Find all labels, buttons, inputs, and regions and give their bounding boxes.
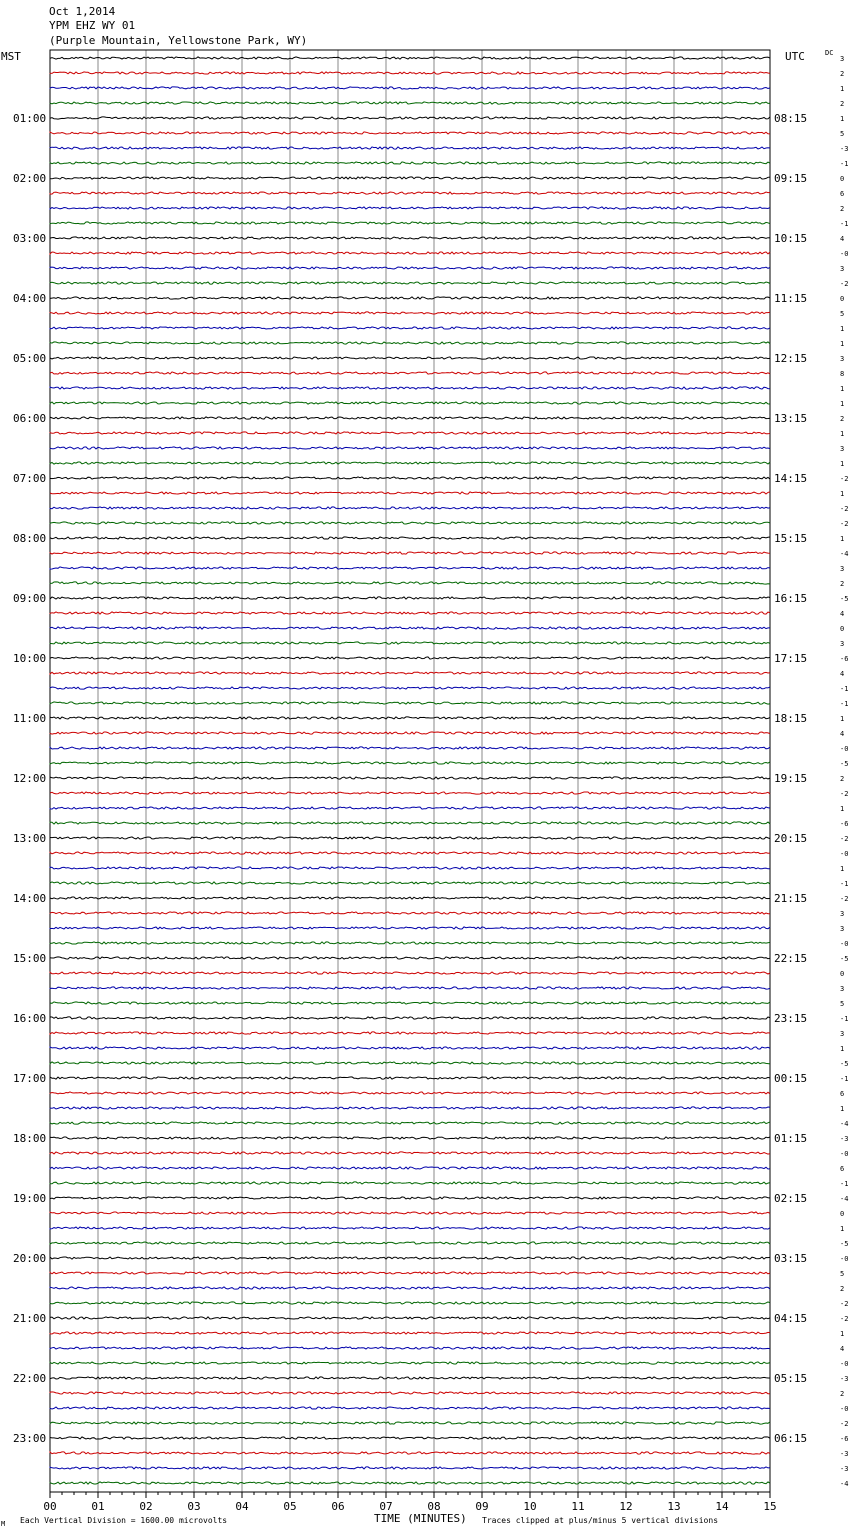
right-hour-label: 02:15 (774, 1192, 808, 1205)
seismic-trace (50, 192, 770, 194)
right-hour-label: 01:15 (774, 1132, 808, 1145)
seismic-trace (50, 627, 770, 629)
dc-offset-label: -3 (840, 1465, 849, 1473)
dc-offset-label: 4 (840, 730, 845, 738)
x-tick-label: 08 (427, 1500, 441, 1513)
dc-offset-label: 4 (840, 1345, 845, 1353)
dc-offset-label: -4 (840, 1195, 849, 1203)
dc-offset-label: 2 (840, 415, 845, 423)
dc-offset-label: 1 (840, 385, 845, 393)
left-hour-label: 16:00 (13, 1012, 47, 1025)
dc-offset-label: 5 (840, 1270, 845, 1278)
right-hour-label: 08:15 (774, 112, 808, 125)
dc-offset-label: 3 (840, 445, 845, 453)
seismic-trace (50, 837, 770, 839)
seismic-trace (50, 132, 770, 134)
seismic-trace (50, 942, 770, 944)
dc-offset-label: -0 (840, 850, 849, 858)
dc-offset-label: 1 (840, 460, 845, 468)
dc-offset-label: 5 (840, 1000, 845, 1008)
left-hour-label: 20:00 (13, 1252, 47, 1265)
right-hour-label: 20:15 (774, 832, 808, 845)
left-hour-label: 19:00 (13, 1192, 47, 1205)
right-hour-label: 13:15 (774, 412, 808, 425)
seismic-trace (50, 57, 770, 59)
x-tick-label: 14 (715, 1500, 729, 1513)
dc-offset-label: 3 (840, 355, 845, 363)
seismic-trace (50, 357, 770, 359)
right-hour-label: 05:15 (774, 1372, 808, 1385)
left-hour-label: 02:00 (13, 172, 47, 185)
seismic-trace (50, 1182, 770, 1184)
seismic-trace (50, 282, 770, 284)
dc-offset-label: -0 (840, 745, 849, 753)
right-hour-label: 15:15 (774, 532, 808, 545)
seismic-trace (50, 702, 770, 704)
seismic-trace (50, 552, 770, 554)
left-hour-label: 23:00 (13, 1432, 47, 1445)
seismic-trace (50, 972, 770, 974)
plot-frame (50, 50, 770, 1492)
seismic-trace (50, 642, 770, 644)
seismic-trace (50, 522, 770, 524)
left-hour-label: 07:00 (13, 472, 47, 485)
dc-offset-label: -2 (840, 475, 849, 483)
seismic-trace (50, 342, 770, 344)
seismic-trace (50, 1032, 770, 1034)
seismic-trace (50, 717, 770, 719)
seismic-trace (50, 1452, 770, 1454)
dc-offset-label: 6 (840, 1165, 845, 1173)
seismic-trace (50, 1077, 770, 1079)
dc-offset-label: -2 (840, 280, 849, 288)
seismic-trace (50, 222, 770, 224)
seismic-trace (50, 162, 770, 164)
left-hour-label: 14:00 (13, 892, 47, 905)
seismic-trace (50, 312, 770, 314)
dc-offset-label: 1 (840, 325, 845, 333)
dc-offset-label: 4 (840, 670, 845, 678)
dc-offset-label: -2 (840, 1300, 849, 1308)
dc-offset-label: 1 (840, 865, 845, 873)
dc-offset-label: 2 (840, 205, 845, 213)
x-tick-label: 02 (139, 1500, 153, 1513)
seismic-trace (50, 1377, 770, 1379)
seismic-trace (50, 912, 770, 914)
right-hour-label: 14:15 (774, 472, 808, 485)
dc-offset-label: -3 (840, 145, 849, 153)
dc-offset-label: 1 (840, 490, 845, 498)
seismic-trace (50, 402, 770, 404)
dc-offset-label: -1 (840, 220, 849, 228)
corner-mark: M (1, 1520, 6, 1528)
seismic-trace (50, 237, 770, 239)
dc-offset-label: 0 (840, 970, 845, 978)
left-hour-label: 03:00 (13, 232, 47, 245)
station-code: YPM EHZ WY 01 (49, 19, 136, 32)
seismic-trace (50, 762, 770, 764)
scale-note: Each Vertical Division = 1600.00 microvolts (20, 1516, 228, 1525)
seismic-trace (50, 87, 770, 89)
seismic-trace (50, 1422, 770, 1424)
seismic-trace (50, 567, 770, 569)
seismic-trace (50, 657, 770, 659)
seismic-trace (50, 432, 770, 434)
dc-offset-label: -1 (840, 880, 849, 888)
seismic-trace (50, 207, 770, 209)
left-hour-label: 21:00 (13, 1312, 47, 1325)
dc-offset-label: 3 (840, 265, 845, 273)
left-hour-label: 10:00 (13, 652, 47, 665)
dc-offset-label: 3 (840, 925, 845, 933)
left-hour-label: 11:00 (13, 712, 47, 725)
dc-offset-label: 1 (840, 400, 845, 408)
dc-offset-label: -3 (840, 1450, 849, 1458)
dc-offset-label: -6 (840, 820, 849, 828)
seismic-trace (50, 597, 770, 599)
dc-offset-label: 1 (840, 1225, 845, 1233)
right-hour-label: 21:15 (774, 892, 808, 905)
seismic-trace (50, 1212, 770, 1214)
x-axis-label: TIME (MINUTES) (374, 1512, 467, 1525)
x-tick-label: 07 (379, 1500, 393, 1513)
left-hour-label: 09:00 (13, 592, 47, 605)
seismic-trace (50, 462, 770, 464)
seismic-trace (50, 897, 770, 899)
seismic-trace (50, 882, 770, 884)
seismic-trace (50, 1332, 770, 1334)
dc-offset-label: -1 (840, 685, 849, 693)
x-tick-label: 06 (331, 1500, 345, 1513)
dc-offset-label: -0 (840, 940, 849, 948)
seismic-trace (50, 582, 770, 584)
plot-date: Oct 1,2014 (49, 5, 116, 18)
seismic-trace (50, 1227, 770, 1229)
seismic-trace (50, 267, 770, 269)
seismic-trace (50, 852, 770, 854)
seismic-trace (50, 72, 770, 74)
seismic-trace (50, 1317, 770, 1319)
x-tick-label: 04 (235, 1500, 249, 1513)
right-timezone-label: UTC (785, 50, 805, 63)
left-hour-label: 01:00 (13, 112, 47, 125)
dc-offset-label: -2 (840, 895, 849, 903)
dc-offset-label: -3 (840, 1135, 849, 1143)
seismic-trace (50, 372, 770, 374)
x-tick-label: 12 (619, 1500, 633, 1513)
dc-offset-label: -0 (840, 1255, 849, 1263)
seismic-trace (50, 252, 770, 254)
seismic-trace (50, 1092, 770, 1094)
seismic-trace (50, 477, 770, 479)
x-tick-label: 13 (667, 1500, 681, 1513)
seismic-trace (50, 957, 770, 959)
clip-note: Traces clipped at plus/minus 5 vertical divisions (482, 1516, 719, 1525)
left-hour-label: 05:00 (13, 352, 47, 365)
seismic-trace (50, 612, 770, 614)
x-tick-label: 15 (763, 1500, 777, 1513)
dc-offset-label: -1 (840, 1075, 849, 1083)
seismic-trace (50, 507, 770, 509)
dc-offset-label: 3 (840, 1030, 845, 1038)
seismic-trace (50, 777, 770, 779)
x-tick-label: 09 (475, 1500, 489, 1513)
dc-offset-label: 2 (840, 70, 845, 78)
right-hour-label: 06:15 (774, 1432, 808, 1445)
dc-offset-label: 1 (840, 85, 845, 93)
dc-offset-label: 1 (840, 1330, 845, 1338)
seismic-trace (50, 1062, 770, 1064)
dc-offset-label: 4 (840, 235, 845, 243)
dc-offset-label: -1 (840, 1015, 849, 1023)
dc-offset-label: 2 (840, 1285, 845, 1293)
seismic-trace (50, 102, 770, 104)
seismic-trace (50, 1482, 770, 1484)
seismic-trace (50, 1362, 770, 1364)
seismic-trace (50, 1437, 770, 1439)
left-timezone-label: MST (1, 50, 21, 63)
dc-offset-label: -6 (840, 655, 849, 663)
dc-offset-label: -0 (840, 1360, 849, 1368)
seismic-trace (50, 1122, 770, 1124)
dc-offset-label: 0 (840, 175, 845, 183)
dc-offset-label: -4 (840, 1120, 849, 1128)
seismic-trace (50, 732, 770, 734)
seismic-trace (50, 1392, 770, 1394)
seismic-trace (50, 1257, 770, 1259)
dc-offset-label: -2 (840, 835, 849, 843)
dc-offset-label: 1 (840, 535, 845, 543)
seismic-trace (50, 1167, 770, 1169)
dc-offset-label: 1 (840, 340, 845, 348)
right-hour-label: 22:15 (774, 952, 808, 965)
right-hour-label: 17:15 (774, 652, 808, 665)
dc-offset-label: 0 (840, 625, 845, 633)
seismic-trace (50, 672, 770, 674)
x-tick-label: 11 (571, 1500, 585, 1513)
seismic-trace (50, 747, 770, 749)
right-hour-label: 18:15 (774, 712, 808, 725)
dc-offset-label: -5 (840, 595, 849, 603)
seismic-trace (50, 297, 770, 299)
dc-offset-header: DC (825, 49, 834, 57)
seismic-trace (50, 987, 770, 989)
right-hour-label: 11:15 (774, 292, 808, 305)
dc-offset-label: 5 (840, 310, 845, 318)
dc-offset-label: 5 (840, 130, 845, 138)
dc-offset-label: -5 (840, 1060, 849, 1068)
dc-offset-label: 2 (840, 775, 845, 783)
dc-offset-label: 0 (840, 295, 845, 303)
seismic-trace (50, 1242, 770, 1244)
dc-offset-label: 2 (840, 580, 845, 588)
dc-offset-label: 1 (840, 1105, 845, 1113)
right-hour-label: 03:15 (774, 1252, 808, 1265)
x-tick-label: 01 (91, 1500, 105, 1513)
dc-offset-label: -0 (840, 1405, 849, 1413)
seismic-trace (50, 1152, 770, 1154)
right-hour-label: 10:15 (774, 232, 808, 245)
right-hour-label: 00:15 (774, 1072, 808, 1085)
station-location: (Purple Mountain, Yellowstone Park, WY) (49, 34, 308, 47)
dc-offset-label: -0 (840, 250, 849, 258)
dc-offset-label: 1 (840, 115, 845, 123)
seismic-trace (50, 1467, 770, 1469)
seismic-trace (50, 537, 770, 539)
seismic-trace (50, 1002, 770, 1004)
dc-offset-label: 8 (840, 370, 845, 378)
dc-offset-label: -2 (840, 790, 849, 798)
seismic-trace (50, 1287, 770, 1289)
seismic-trace (50, 1302, 770, 1304)
seismic-trace (50, 687, 770, 689)
dc-offset-label: -2 (840, 1315, 849, 1323)
seismic-trace (50, 1272, 770, 1274)
dc-offset-label: -6 (840, 1435, 849, 1443)
dc-offset-label: 4 (840, 610, 845, 618)
seismic-trace (50, 327, 770, 329)
seismic-trace (50, 117, 770, 119)
dc-offset-label: 3 (840, 565, 845, 573)
x-tick-label: 03 (187, 1500, 201, 1513)
dc-offset-label: 3 (840, 985, 845, 993)
dc-offset-label: -4 (840, 1480, 849, 1488)
dc-offset-label: -1 (840, 160, 849, 168)
seismic-trace (50, 177, 770, 179)
left-hour-label: 18:00 (13, 1132, 47, 1145)
left-hour-label: 04:00 (13, 292, 47, 305)
right-hour-label: 09:15 (774, 172, 808, 185)
left-hour-label: 17:00 (13, 1072, 47, 1085)
x-tick-label: 00 (43, 1500, 57, 1513)
left-hour-label: 06:00 (13, 412, 47, 425)
dc-offset-label: 1 (840, 715, 845, 723)
seismic-trace (50, 1197, 770, 1199)
seismic-trace (50, 1017, 770, 1019)
dc-offset-label: -1 (840, 700, 849, 708)
seismic-trace (50, 792, 770, 794)
seismic-trace (50, 1347, 770, 1349)
right-hour-label: 16:15 (774, 592, 808, 605)
dc-offset-label: -1 (840, 1180, 849, 1188)
seismic-trace (50, 867, 770, 869)
seismic-trace (50, 822, 770, 824)
dc-offset-label: -3 (840, 1375, 849, 1383)
x-tick-label: 10 (523, 1500, 537, 1513)
dc-offset-label: 0 (840, 1210, 845, 1218)
left-hour-label: 15:00 (13, 952, 47, 965)
dc-offset-label: -5 (840, 760, 849, 768)
dc-offset-label: -2 (840, 505, 849, 513)
dc-offset-label: -4 (840, 550, 849, 558)
seismic-trace (50, 492, 770, 494)
dc-offset-label: 1 (840, 805, 845, 813)
left-hour-label: 22:00 (13, 1372, 47, 1385)
seismic-trace (50, 387, 770, 389)
right-hour-label: 04:15 (774, 1312, 808, 1325)
dc-offset-label: -2 (840, 520, 849, 528)
dc-offset-label: 6 (840, 190, 845, 198)
dc-offset-label: -0 (840, 1150, 849, 1158)
dc-offset-label: 3 (840, 55, 845, 63)
dc-offset-label: 3 (840, 640, 845, 648)
dc-offset-label: -5 (840, 1240, 849, 1248)
seismic-trace (50, 147, 770, 149)
left-hour-label: 13:00 (13, 832, 47, 845)
dc-offset-label: 2 (840, 1390, 845, 1398)
dc-offset-label: 2 (840, 100, 845, 108)
seismic-trace (50, 1107, 770, 1109)
seismic-trace (50, 1407, 770, 1409)
dc-offset-label: -5 (840, 955, 849, 963)
seismic-trace (50, 1137, 770, 1139)
x-tick-label: 05 (283, 1500, 297, 1513)
seismic-trace (50, 1047, 770, 1049)
seismic-trace (50, 927, 770, 929)
seismic-trace (50, 447, 770, 449)
dc-offset-label: -2 (840, 1420, 849, 1428)
dc-offset-label: 1 (840, 430, 845, 438)
left-hour-label: 08:00 (13, 532, 47, 545)
right-hour-label: 12:15 (774, 352, 808, 365)
right-hour-label: 19:15 (774, 772, 808, 785)
seismic-trace (50, 807, 770, 809)
dc-offset-label: 1 (840, 1045, 845, 1053)
dc-offset-label: 6 (840, 1090, 845, 1098)
seismic-trace (50, 417, 770, 419)
dc-offset-label: 3 (840, 910, 845, 918)
left-hour-label: 12:00 (13, 772, 47, 785)
right-hour-label: 23:15 (774, 1012, 808, 1025)
